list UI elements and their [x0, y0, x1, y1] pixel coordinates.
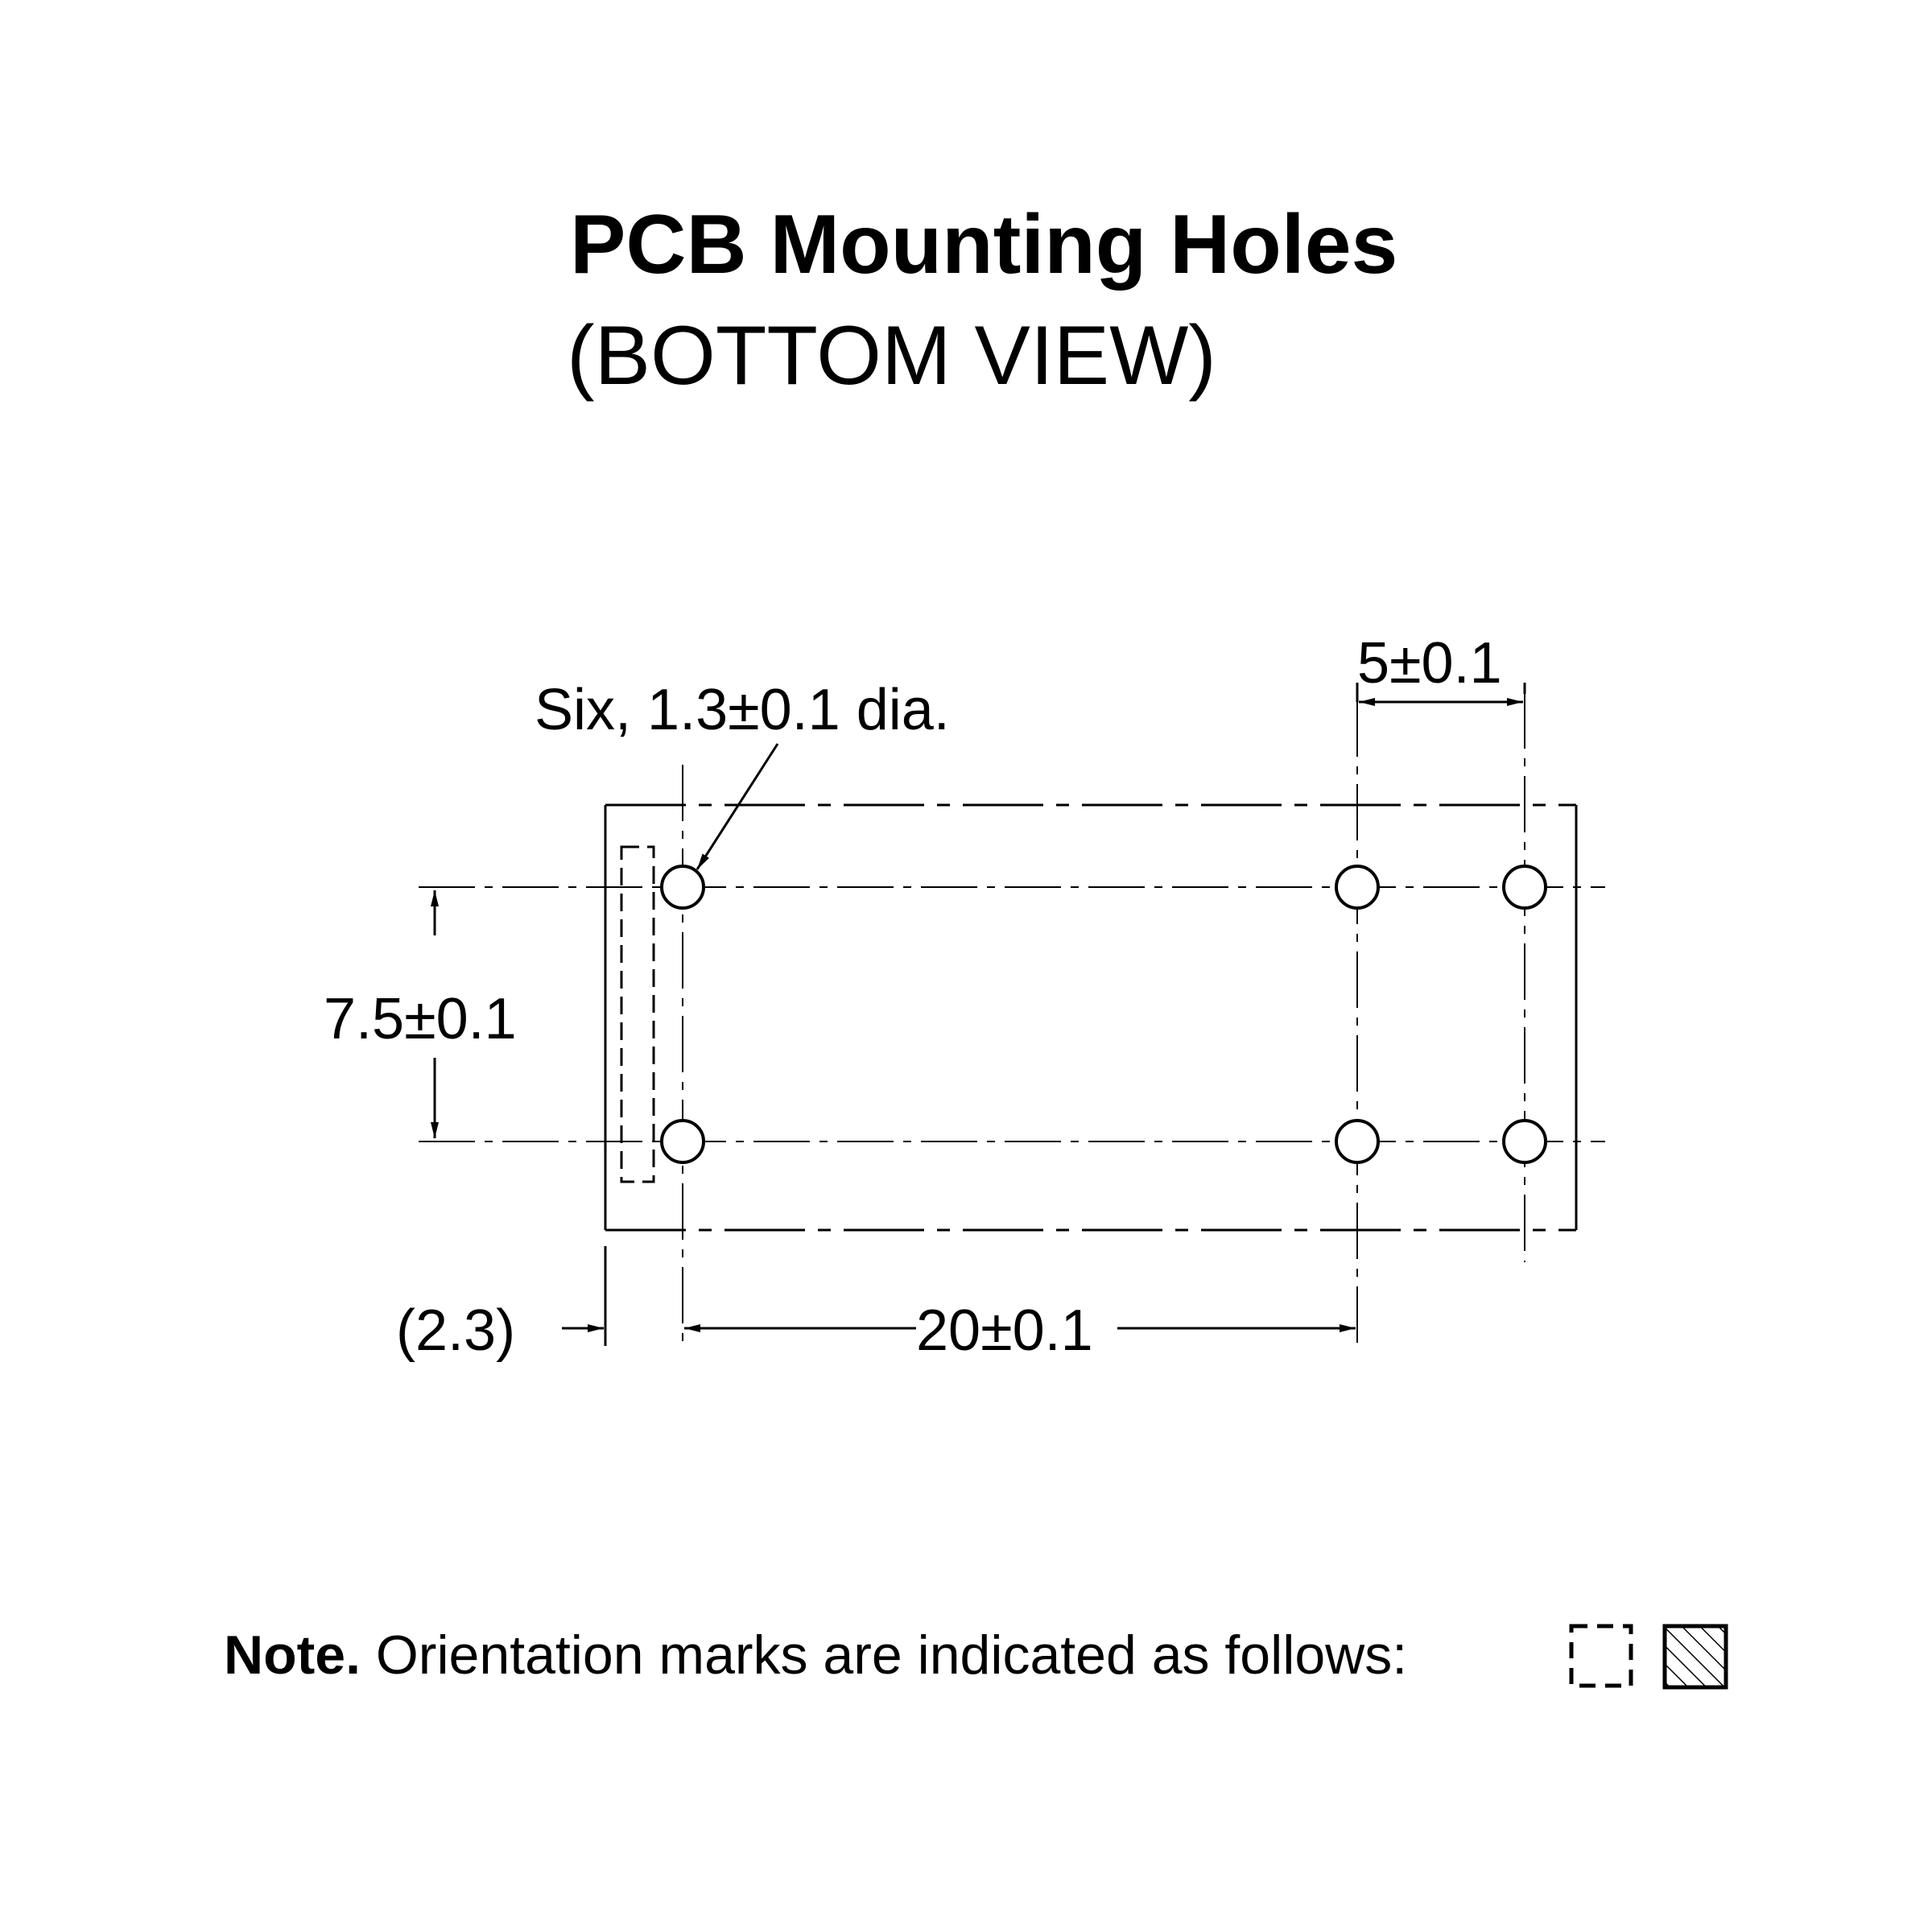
hole-callout-leader	[697, 744, 778, 869]
row-pitch-label: 7.5±0.1	[324, 987, 517, 1051]
hatched-square-mark-icon	[1665, 1626, 1726, 1687]
hole-6	[1504, 1121, 1546, 1162]
note-text: Orientation marks are indicated as follows:	[375, 1624, 1408, 1686]
orientation-note	[224, 1624, 1408, 1686]
hole-callout-label: Six, 1.3±0.1 dia.	[535, 678, 950, 742]
long-pitch-label: 20±0.1	[916, 1298, 1093, 1363]
orientation-mark	[621, 847, 654, 1182]
note-label: Note.	[224, 1624, 361, 1686]
hole-2	[1336, 866, 1378, 908]
center-lines	[419, 692, 1605, 1343]
package-outline	[605, 805, 1576, 1230]
dashed-square-mark-icon	[1571, 1626, 1631, 1686]
drawing-subtitle: (BOTTOM VIEW)	[567, 309, 1216, 402]
mounting-holes	[662, 866, 1546, 1162]
hole-5	[1336, 1121, 1378, 1162]
hole-3	[1504, 866, 1546, 908]
hole-4	[662, 1121, 704, 1162]
drawing-title: PCB Mounting Holes	[570, 198, 1398, 291]
hole-1	[662, 866, 704, 908]
right-pitch-label: 5±0.1	[1357, 631, 1502, 696]
edge-offset-label: (2.3)	[396, 1298, 516, 1363]
